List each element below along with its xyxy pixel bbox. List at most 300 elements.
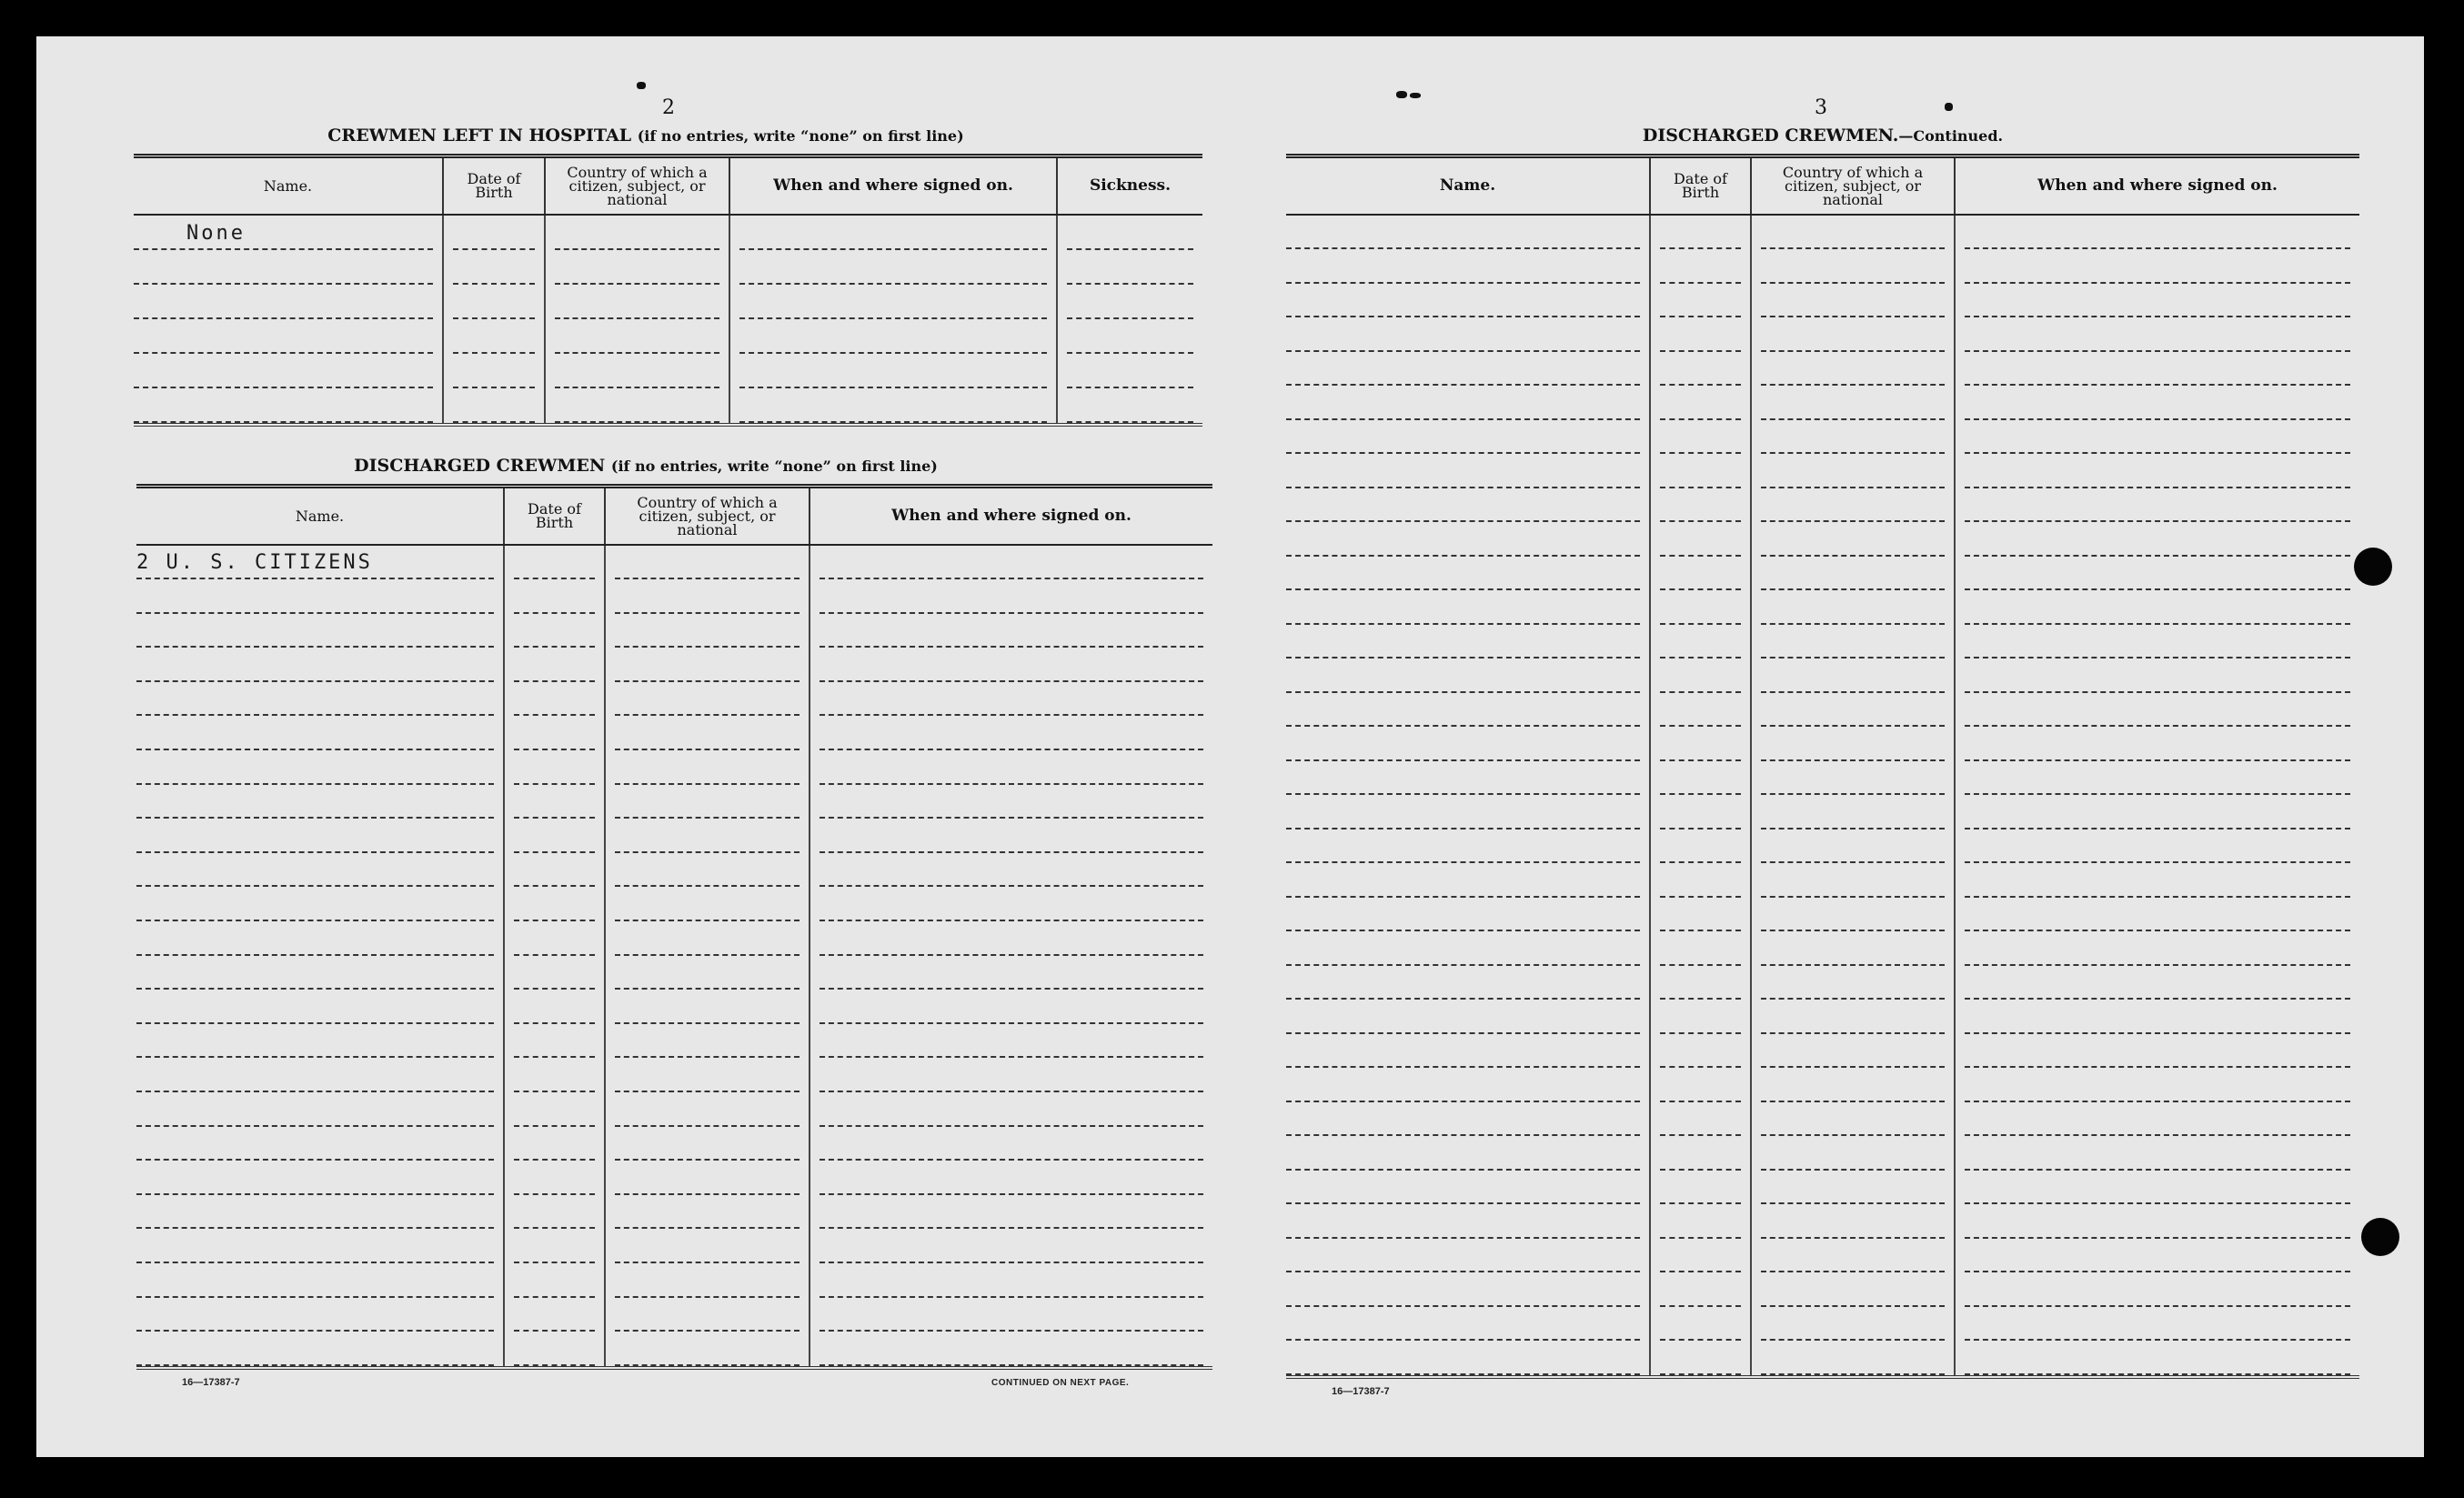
document-sheet (36, 36, 2424, 1457)
table-cell (1955, 1000, 2359, 1034)
ruled-line (136, 648, 494, 682)
ruled-line (555, 250, 719, 285)
table-cell (605, 545, 810, 580)
ruled-line (1660, 1307, 1741, 1342)
ruled-line (1761, 590, 1945, 625)
table-cell (1955, 1341, 2359, 1377)
ruled-line (136, 1298, 494, 1332)
table-row (134, 388, 1202, 425)
table-row (136, 921, 1212, 956)
table-cell (1751, 488, 1955, 523)
ruled-line (820, 1092, 1203, 1127)
form-code-left: 16—17387-7 (182, 1377, 240, 1388)
ruled-line (739, 285, 1047, 319)
ruled-line (1660, 625, 1741, 659)
table-cell (1286, 863, 1650, 898)
ruled-line (136, 682, 494, 717)
table-cell (1751, 590, 1955, 625)
table-cell (1751, 284, 1955, 318)
ruled-line (514, 785, 595, 819)
table-cell (504, 785, 605, 819)
ruled-line (514, 1298, 595, 1332)
ruled-line (1761, 1034, 1945, 1069)
ruled-line (136, 1127, 494, 1161)
table-cell (810, 956, 1212, 990)
ruled-line (1965, 1204, 2350, 1239)
ruled-line (1660, 216, 1741, 250)
ruled-line (1286, 352, 1640, 387)
discharged-col-signed-on: When and where signed on. (810, 487, 1212, 545)
ruled-line (136, 1092, 494, 1127)
table-cell (1751, 386, 1955, 420)
ruled-line (1286, 1341, 1640, 1375)
table-cell (810, 785, 1212, 819)
table-cell (1286, 420, 1650, 455)
table-cell (1286, 1102, 1650, 1137)
table-cell (1650, 863, 1751, 898)
table-row (1286, 1102, 2359, 1137)
ruled-line (1965, 1034, 2350, 1069)
right-title: DISCHARGED CREWMEN. (1642, 126, 1899, 146)
table-cell (1751, 931, 1955, 966)
table-cell (504, 614, 605, 648)
table-cell (1286, 454, 1650, 488)
table-cell (134, 319, 443, 354)
ruled-line (514, 648, 595, 682)
ruled-line (739, 250, 1047, 285)
table-row (1286, 625, 2359, 659)
table-cell (1057, 215, 1202, 250)
table-cell (136, 1024, 504, 1059)
table-cell (1955, 557, 2359, 591)
table-row (136, 1127, 1212, 1161)
ruled-line (615, 1092, 800, 1127)
table-cell (1286, 829, 1650, 864)
table-cell (443, 215, 545, 250)
table-cell (810, 853, 1212, 888)
ruled-line (1965, 284, 2350, 318)
table-row (1286, 829, 2359, 864)
ruled-line (1660, 829, 1741, 864)
table-cell (1955, 693, 2359, 728)
table-cell (1751, 557, 1955, 591)
ruled-line (1761, 249, 1945, 284)
table-cell (1286, 1068, 1650, 1102)
table-cell (504, 750, 605, 785)
table-cell (136, 545, 504, 580)
ruled-line (136, 614, 494, 648)
ruled-line (1761, 352, 1945, 387)
ruled-line (820, 1229, 1203, 1263)
table-row (1286, 386, 2359, 420)
table-cell (504, 1058, 605, 1092)
table-cell (1751, 863, 1955, 898)
table-row (1286, 1272, 2359, 1307)
ruled-line (615, 1263, 800, 1298)
form-code-right: 16—17387-7 (1332, 1386, 1390, 1397)
table-cell (1955, 1307, 2359, 1342)
table-row (1286, 1136, 2359, 1171)
table-cell (605, 1263, 810, 1298)
hospital-note: (if no entries, write “none” on first line) (637, 127, 964, 145)
ruled-line (136, 990, 494, 1024)
ruled-line (820, 990, 1203, 1024)
left-page (91, 36, 1205, 1457)
table-cell (1650, 215, 1751, 250)
table-cell (1955, 1239, 2359, 1273)
table-cell (1650, 454, 1751, 488)
ruled-line (136, 579, 494, 614)
table-cell (1751, 1272, 1955, 1307)
table-cell (1286, 284, 1650, 318)
ruled-line (1761, 1272, 1945, 1307)
ruled-line (1761, 317, 1945, 352)
ruled-line (820, 887, 1203, 921)
table-cell (810, 1229, 1212, 1263)
ruled-line (1660, 284, 1741, 318)
ruled-line (1286, 693, 1640, 728)
table-cell (1650, 522, 1751, 557)
table-cell (1286, 659, 1650, 693)
ruled-line (1965, 216, 2350, 250)
punch-hole (2361, 1218, 2399, 1256)
discharged-col-dob: Date of Birth (504, 487, 605, 545)
ruled-line (820, 1058, 1203, 1092)
ink-speck (1945, 103, 1953, 111)
ruled-line (1067, 250, 1193, 285)
table-cell (605, 819, 810, 853)
ruled-line (1286, 420, 1640, 455)
table-cell (1751, 1136, 1955, 1171)
ruled-line (134, 388, 433, 423)
table-cell (136, 682, 504, 717)
ruled-line (1660, 761, 1741, 796)
ruled-line (1965, 1102, 2350, 1137)
ruled-line (1761, 829, 1945, 864)
table-cell (810, 1298, 1212, 1332)
table-cell (810, 990, 1212, 1024)
ruled-line (615, 648, 800, 682)
ruled-line (1660, 1204, 1741, 1239)
table-cell (810, 1263, 1212, 1298)
table-row (136, 887, 1212, 921)
table-cell (1751, 1034, 1955, 1069)
table-cell (729, 250, 1057, 285)
table-row (136, 648, 1212, 682)
table-cell (605, 1332, 810, 1368)
table-cell (1751, 522, 1955, 557)
ruled-line (820, 1298, 1203, 1332)
ruled-line (514, 956, 595, 990)
ruled-line (615, 1298, 800, 1332)
ruled-line (1286, 522, 1640, 557)
table-cell (1650, 1307, 1751, 1342)
ruled-line (1965, 693, 2350, 728)
ruled-line (739, 354, 1047, 388)
table-cell (605, 750, 810, 785)
table-row (1286, 659, 2359, 693)
table-cell (136, 819, 504, 853)
table-cell (1955, 488, 2359, 523)
table-cell (1650, 795, 1751, 829)
page-number-left: 2 (662, 96, 675, 119)
table-cell (1286, 488, 1650, 523)
table-cell (545, 250, 729, 285)
table-cell (605, 1229, 810, 1263)
table-cell (1955, 454, 2359, 488)
table-cell (1751, 249, 1955, 284)
table-cell (134, 354, 443, 388)
table-cell (729, 354, 1057, 388)
ruled-line (615, 1229, 800, 1263)
ruled-line (1761, 386, 1945, 420)
table-cell (1650, 352, 1751, 387)
table-cell (1650, 625, 1751, 659)
ruled-line (1761, 693, 1945, 728)
ruled-line (1660, 352, 1741, 387)
discharged-title: DISCHARGED CREWMEN (354, 456, 606, 476)
right-section-title (1286, 126, 2359, 146)
table-cell (504, 1024, 605, 1059)
table-cell (1650, 761, 1751, 796)
table-cell (605, 1127, 810, 1161)
handwritten-entry: None (186, 221, 246, 245)
ruled-line (615, 1161, 800, 1195)
ruled-line (1761, 898, 1945, 932)
ruled-line (1761, 795, 1945, 829)
ruled-line (615, 750, 800, 785)
table-cell (504, 887, 605, 921)
ruled-line (1286, 795, 1640, 829)
table-cell (136, 716, 504, 750)
ruled-line (136, 853, 494, 888)
table-cell (1650, 1272, 1751, 1307)
table-row (1286, 727, 2359, 761)
ruled-line (1965, 1239, 2350, 1273)
table-cell (1751, 1307, 1955, 1342)
table-cell (1751, 693, 1955, 728)
ruled-line (1965, 795, 2350, 829)
table-cell (1751, 1068, 1955, 1102)
ruled-line (1286, 249, 1640, 284)
table-cell (1955, 1204, 2359, 1239)
table-cell (1955, 1136, 2359, 1171)
table-cell (443, 319, 545, 354)
ruled-line (514, 1058, 595, 1092)
table-cell (1286, 522, 1650, 557)
ruled-line (615, 1332, 800, 1366)
ruled-line (514, 614, 595, 648)
table-cell (1286, 1136, 1650, 1171)
table-cell (605, 1092, 810, 1127)
table-cell (1955, 352, 2359, 387)
table-row (136, 1195, 1212, 1230)
table-row (1286, 488, 2359, 523)
table-cell (136, 1092, 504, 1127)
table-row (136, 750, 1212, 785)
ruled-line (820, 1263, 1203, 1298)
table-cell (1955, 1272, 2359, 1307)
ruled-line (1761, 1204, 1945, 1239)
table-cell (1286, 931, 1650, 966)
table-row (136, 545, 1212, 580)
table-row (1286, 931, 2359, 966)
hospital-col-dob: Date of Birth (443, 156, 545, 215)
ruled-line (1761, 557, 1945, 591)
ruled-line (514, 1127, 595, 1161)
ruled-line (136, 1195, 494, 1230)
table-cell (504, 1229, 605, 1263)
ruled-line (1660, 1068, 1741, 1102)
table-row (136, 1058, 1212, 1092)
ink-speck (1410, 93, 1421, 98)
ruled-line (1660, 931, 1741, 966)
ruled-line (453, 216, 535, 250)
table-cell (136, 579, 504, 614)
table-cell (136, 648, 504, 682)
table-cell (810, 750, 1212, 785)
table-cell (1751, 420, 1955, 455)
ruled-line (1067, 354, 1193, 388)
ruled-line (1286, 1204, 1640, 1239)
table-cell (1955, 659, 2359, 693)
handwritten-entry: 2 U. S. CITIZENS (136, 551, 373, 575)
ruled-line (1660, 249, 1741, 284)
table-cell (1751, 727, 1955, 761)
ruled-line (1286, 1171, 1640, 1205)
table-cell (1955, 829, 2359, 864)
ruled-line (820, 1024, 1203, 1059)
ruled-line (1286, 386, 1640, 420)
ruled-line (134, 354, 433, 388)
ruled-line (453, 319, 535, 354)
ruled-line (1761, 966, 1945, 1000)
table-cell (1955, 966, 2359, 1000)
ruled-line (136, 921, 494, 956)
table-cell (504, 648, 605, 682)
discharged-note: (if no entries, write “none” on first line) (610, 457, 938, 475)
table-cell (1286, 1034, 1650, 1069)
table-cell (1057, 319, 1202, 354)
ruled-line (1761, 1102, 1945, 1137)
ruled-line (1660, 488, 1741, 523)
table-cell (1650, 931, 1751, 966)
table-cell (1650, 1341, 1751, 1377)
discharged-table (136, 484, 1212, 1370)
table-cell (545, 285, 729, 319)
table-cell (810, 614, 1212, 648)
ruled-line (514, 1195, 595, 1230)
table-cell (1751, 1102, 1955, 1137)
table-cell (1955, 420, 2359, 455)
ruled-line (1660, 386, 1741, 420)
table-cell (1955, 931, 2359, 966)
ruled-line (1761, 216, 1945, 250)
ruled-line (136, 819, 494, 853)
ruled-line (1965, 625, 2350, 659)
table-cell (1650, 1102, 1751, 1137)
ruled-line (514, 1332, 595, 1366)
ruled-line (820, 546, 1203, 580)
ruled-line (1660, 557, 1741, 591)
ruled-line (1286, 1307, 1640, 1342)
table-cell (545, 319, 729, 354)
table-cell (1650, 898, 1751, 932)
table-cell (504, 1298, 605, 1332)
table-cell (136, 1161, 504, 1195)
table-cell (1286, 1272, 1650, 1307)
ruled-line (1965, 420, 2350, 455)
right-col-dob: Date of Birth (1650, 156, 1751, 215)
table-cell (810, 1195, 1212, 1230)
table-row (1286, 454, 2359, 488)
table-row (1286, 352, 2359, 387)
table-cell (1286, 727, 1650, 761)
table-row (1286, 966, 2359, 1000)
ruled-line (820, 1161, 1203, 1195)
ruled-line (1660, 522, 1741, 557)
table-cell (605, 1298, 810, 1332)
table-row (1286, 590, 2359, 625)
ruled-line (1286, 488, 1640, 523)
ruled-line (615, 1024, 800, 1059)
table-cell (136, 1332, 504, 1368)
ruled-line (134, 216, 433, 250)
table-cell (136, 1127, 504, 1161)
ruled-line (1660, 317, 1741, 352)
ruled-line (1965, 522, 2350, 557)
table-row (1286, 863, 2359, 898)
table-cell (810, 1024, 1212, 1059)
table-row (134, 215, 1202, 250)
right-discharged-table (1286, 154, 2359, 1379)
table-cell (810, 716, 1212, 750)
page-number-right: 3 (1815, 96, 1827, 119)
table-cell (1751, 795, 1955, 829)
ruled-line (820, 1127, 1203, 1161)
table-cell (443, 250, 545, 285)
table-cell (1955, 727, 2359, 761)
table-cell (136, 1263, 504, 1298)
ruled-line (1660, 1239, 1741, 1273)
table-cell (1650, 727, 1751, 761)
ruled-line (615, 785, 800, 819)
table-cell (605, 614, 810, 648)
table-row (1286, 1341, 2359, 1377)
table-cell (605, 785, 810, 819)
table-cell (1286, 317, 1650, 352)
table-cell (443, 354, 545, 388)
hospital-col-signed-on: When and where signed on. (729, 156, 1057, 215)
table-cell (504, 545, 605, 580)
table-cell (1286, 795, 1650, 829)
table-cell (605, 579, 810, 614)
table-cell (1751, 829, 1955, 864)
table-cell (729, 319, 1057, 354)
ruled-line (1067, 319, 1193, 354)
ruled-line (514, 579, 595, 614)
ruled-line (820, 921, 1203, 956)
ruled-line (555, 285, 719, 319)
table-cell (136, 853, 504, 888)
ruled-line (514, 1024, 595, 1059)
table-cell (810, 545, 1212, 580)
table-cell (545, 354, 729, 388)
table-cell (1751, 1341, 1955, 1377)
table-cell (136, 1229, 504, 1263)
ruled-line (615, 614, 800, 648)
ruled-line (1761, 1136, 1945, 1171)
